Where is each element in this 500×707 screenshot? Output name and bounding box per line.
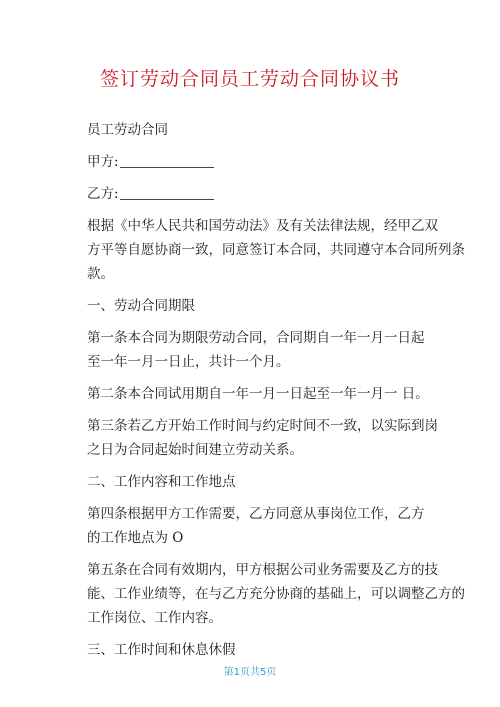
party-b-row: [87, 182, 427, 206]
article-5-line-2: 能、工作业绩等，在与乙方充分协商的基础上，可以调整乙方的: [87, 586, 465, 602]
intro-line-3: 款。: [87, 266, 114, 282]
page-indicator: 第1页共5页: [223, 667, 277, 678]
article-4-line-1: 第四条根据甲方工作需要，乙方同意从事岗位工作，乙方: [87, 506, 425, 522]
article-3-line-2: 之日为合同起始时间建立劳动关系。: [87, 442, 303, 458]
party-b-blank: [120, 185, 214, 200]
document-title: 签订劳动合同员工劳动合同协议书: [99, 68, 400, 90]
intro-line-2: 方平等自愿协商一致，同意签订本合同，共同遵守本合同所列条: [87, 242, 465, 258]
article-1-line-1: 第一条本合同为期限劳动合同，合同期自一年一月一日起: [87, 330, 425, 346]
section-heading-2: 二、工作内容和工作地点: [87, 474, 236, 490]
contract-subtitle: 员工劳动合同: [87, 122, 168, 138]
section-heading-3: 三、工作时间和休息休假: [87, 642, 236, 658]
intro-line-1: 根据《中华人民共和国劳动法》及有关法律法规，经甲乙双: [87, 218, 438, 234]
document-body: [87, 118, 465, 662]
article-4-line-2: 的工作地点为 O: [87, 530, 184, 546]
article-3-line-1: 第三条若乙方开始工作时间与约定时间不一致，以实际到岗: [87, 418, 438, 434]
party-a-blank: [120, 153, 214, 168]
article-1-line-2: 至一年一月一日止，共计一个月。: [87, 354, 290, 370]
article-5-line-3: 工作岗位、工作内容。: [87, 610, 222, 626]
party-b-label: 乙方:: [87, 186, 119, 202]
article-5-line-1: 第五条在合同有效期内，甲方根据公司业务需要及乙方的技: [87, 562, 438, 578]
article-2-line-1: 第二条本合同试用期自一年一月一日起至一年一月一 日。: [87, 386, 429, 402]
section-heading-1: 一、劳动合同期限: [87, 298, 195, 314]
party-a-row: [87, 150, 427, 174]
party-a-label: 甲方:: [87, 154, 119, 170]
